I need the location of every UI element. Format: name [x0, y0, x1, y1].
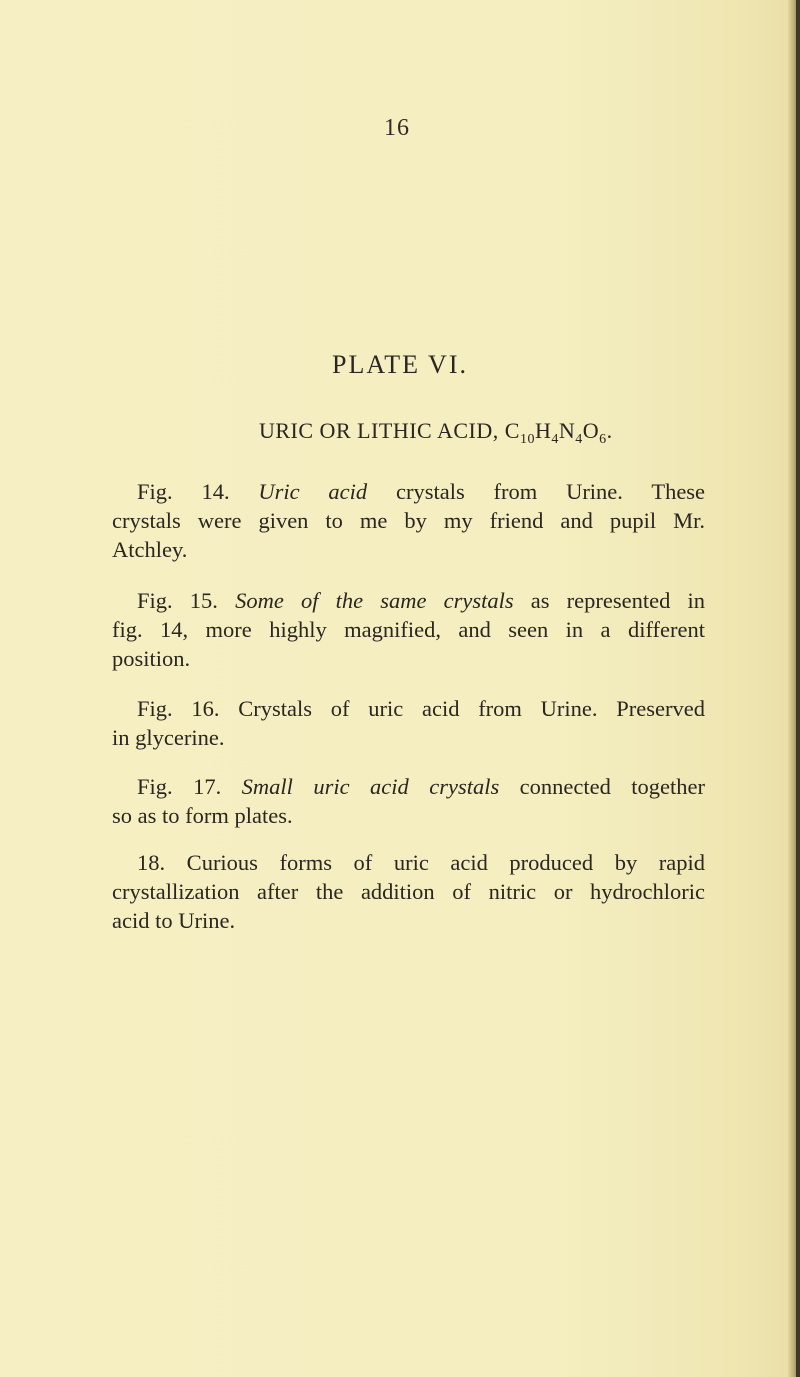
text-line: position.	[112, 646, 191, 671]
text-line: acid to Urine.	[112, 908, 236, 933]
figure-label: Fig. 14.	[137, 479, 230, 504]
page-edge	[796, 0, 800, 1377]
figure-text: connected together	[519, 774, 706, 799]
subtitle-o: O	[582, 418, 600, 443]
text-line: Atchley.	[112, 537, 188, 562]
figure-17-description	[112, 772, 705, 830]
subtitle-sub-c: 10	[519, 432, 535, 447]
figure-15-description	[112, 586, 705, 673]
plate-title: PLATE VI.	[332, 350, 468, 379]
subtitle-h: H	[534, 418, 552, 443]
figure-14-description	[112, 477, 705, 564]
subtitle-n: N	[558, 418, 576, 443]
figure-italic: Uric acid	[258, 479, 368, 504]
page-number: 16	[384, 115, 410, 141]
text-line: in glycerine.	[112, 725, 225, 750]
figure-italic: Small uric acid crystals	[241, 774, 500, 799]
figure-18-description	[112, 848, 705, 935]
text-line: crystallization after the addition of nitric or hydrochloric	[112, 879, 705, 904]
figure-text: crystals from Urine. These	[396, 479, 706, 504]
text-line: Fig. 16. Crystals of uric acid from Urine. Preserved	[137, 696, 705, 721]
text-line	[112, 477, 705, 506]
figure-label: Fig. 15.	[137, 588, 218, 613]
text-line: crystals were given to me by my friend and pupil Mr.	[112, 508, 705, 533]
plate-subtitle	[259, 418, 613, 448]
text-line: 18. Curious forms of uric acid produced by rapid	[137, 850, 705, 875]
subtitle-prefix: URIC OR LITHIC ACID, C	[259, 418, 520, 443]
figure-label: Fig. 17.	[137, 774, 222, 799]
text-line	[112, 772, 705, 801]
subtitle-sub-n: 4	[575, 432, 583, 447]
subtitle-sub-o: 6	[599, 432, 607, 447]
figure-16-description	[112, 694, 705, 752]
figure-text: as represented in	[530, 588, 706, 613]
subtitle-sub-h: 4	[551, 432, 559, 447]
text-line: fig. 14, more highly magnified, and seen in a different	[112, 617, 705, 642]
text-line	[112, 586, 705, 615]
figure-italic: Some of the same crystals	[235, 588, 514, 613]
subtitle-period: .	[606, 418, 613, 443]
text-line: so as to form plates.	[112, 803, 293, 828]
